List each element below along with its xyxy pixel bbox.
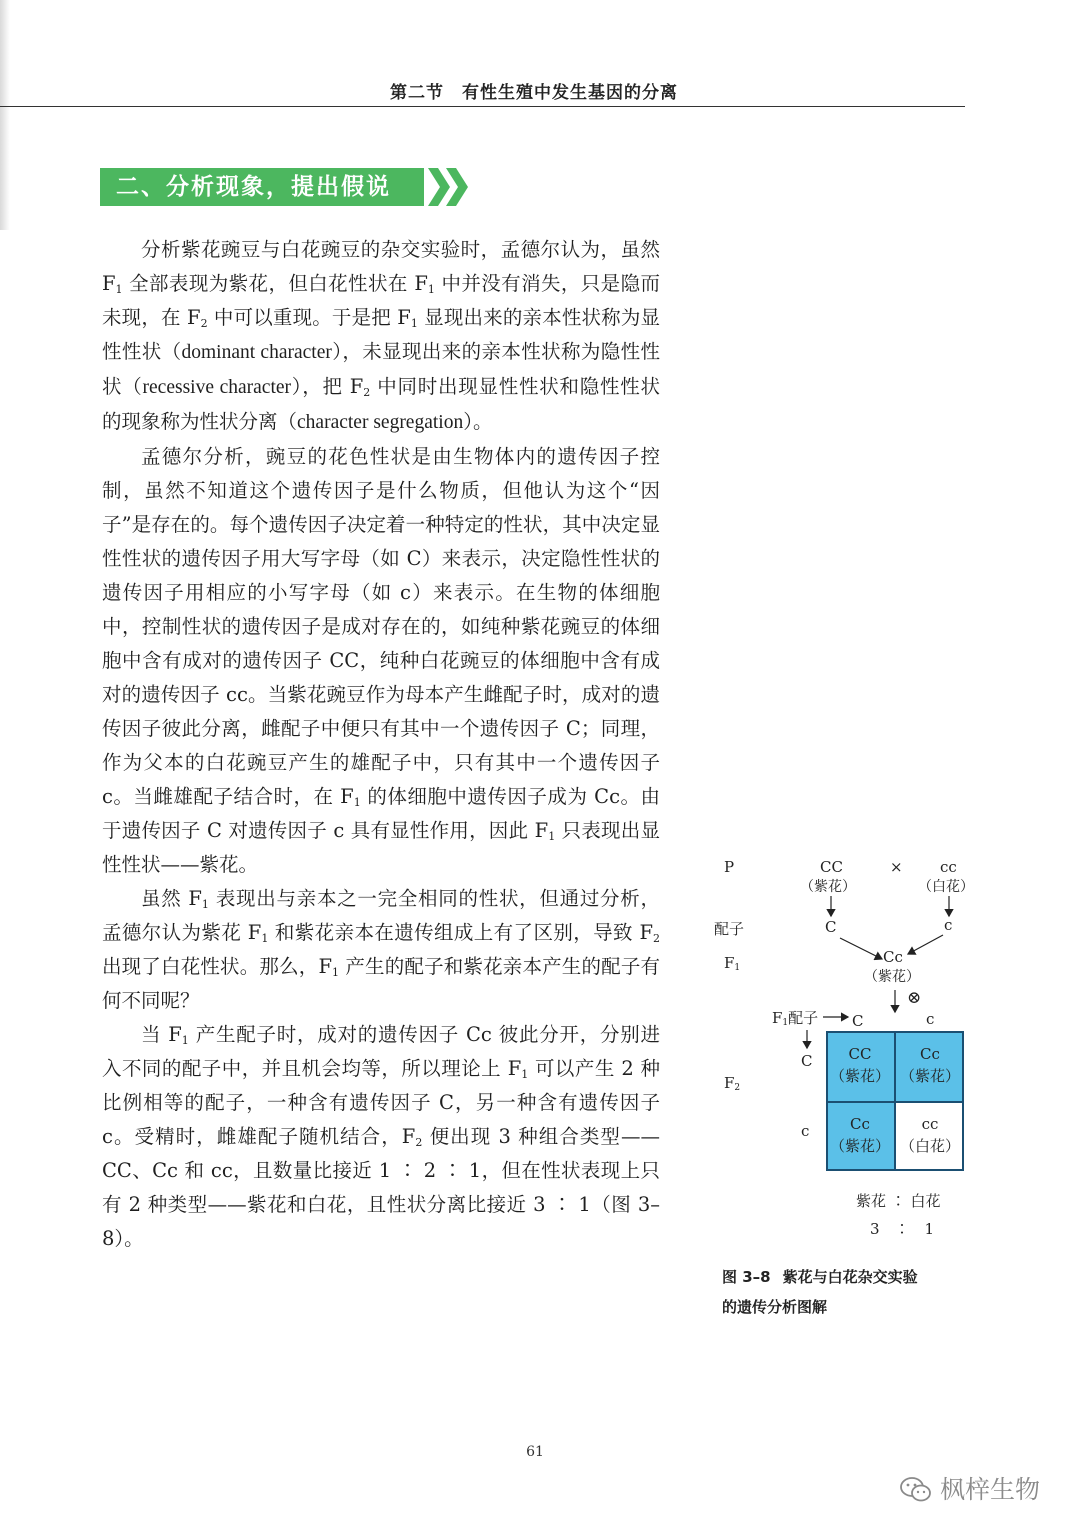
page-number: 61 [526, 1444, 544, 1460]
watermark-text: 枫梓生物 [940, 1475, 1041, 1504]
ratio-labels: 紫花 ∶ 白花 [856, 1192, 941, 1210]
figure-number: 图 3–8 [722, 1268, 771, 1286]
f1-gamete-label: $F_1$配子 [772, 1009, 819, 1028]
punnett-row-header: c [801, 1122, 810, 1140]
punnett-cell [826, 1031, 894, 1101]
double-chevron-icon [428, 168, 472, 206]
punnett-row-header: C [801, 1052, 813, 1070]
punnett-col-header: C [852, 1012, 864, 1030]
caption-line: 图 3–8 紫花与白花杂交实验 [722, 1268, 918, 1286]
paragraph: 孟德尔分析，豌豆的花色性状是由生物体内的遗传因子控制，虽然不知道这个遗传因子是什么物质，但他认为这个“因子”是存在的。每个遗传因子决定着一种特定的性状，其中决定显性性状的遗传因子用大写字母（如 C）来表示，决定隐性性状的遗传因子用相应的小写字母（如 c）来表示。在生物的体细胞中，控制性状的遗传因子是成对存在的，如纯种紫花豌豆的体细胞中含有成对的遗传因子 CC，纯种白花豌豆的体细胞中含有成对的遗传因子 cc。当紫花豌豆作为母本产生雌配子时，成对的遗传因子彼此分离，雌配子中便只有其中一个遗传因子 C；同理，作为父本的白花豌豆产生的雄配子中，只有其中一个遗传因子 c。当雌雄配子结合时，在 $F_1$ 的体细胞中遗传因子成为 Cc。由于遗传因子 C 对遗传因子 c 具有显性作用，因此 $F_1$ 只表现出显性性状——紫花。 [102, 445, 660, 876]
parent-right-genotype: cc [940, 858, 957, 876]
cross-symbol: × [890, 858, 903, 876]
inheritance-diagram [700, 850, 1000, 1250]
punnett-cell [826, 1101, 894, 1171]
caption-line: 的遗传分析图解 [722, 1298, 828, 1316]
row-label-f1: $F_1$ [724, 954, 741, 973]
row-label-p: P [724, 858, 735, 876]
parent-left-phenotype: （紫花） [800, 879, 856, 895]
wechat-icon [900, 1476, 932, 1504]
cell-genotype: CC [848, 1045, 872, 1063]
page-edge-shadow [0, 0, 10, 230]
f1-phenotype: （紫花） [864, 969, 920, 985]
ratio-values: 3 ∶ 1 [870, 1220, 935, 1238]
arrow [840, 938, 882, 959]
cell-phenotype: （白花） [899, 1137, 960, 1155]
gamete-left: C [825, 918, 837, 936]
cell-phenotype: （紫花） [829, 1067, 890, 1085]
arrow [908, 935, 943, 954]
paragraph: 虽然 $F_1$ 表现出与亲本之一完全相同的性状，但通过分析，孟德尔认为紫花 $F_1$ 和紫花亲本在遗传组成上有了区别，导致 $F_2$ 出现了白花性状。那么，$F_1$ 产生的配子和紫花亲本产生的配子有何不同呢？ [102, 887, 661, 1012]
row-label-gamete: 配子 [714, 920, 745, 938]
paragraph: 分析紫花豌豆与白花豌豆的杂交实验时，孟德尔认为，虽然 $F_1$ 全部表现为紫花，但白花性状在 $F_1$ 中并没有消失，只是隐而未现，在 $F_2$ 中可以重现。于是把 $F_1$ 显现出来的亲本性状称为显性性状（dominant character），未显现出来的亲本性状称为隐性性状（recessive character），把 $F_2$ 中同时出现显性性状和隐性性状的现象称为性状分离（character segregation）。 [102, 238, 660, 433]
header-rule [0, 106, 965, 107]
parent-left-genotype: CC [820, 858, 843, 876]
row-label-f2: $F_2$ [724, 1074, 741, 1093]
cell-genotype: cc [921, 1115, 939, 1133]
cell-phenotype: （紫花） [829, 1137, 890, 1155]
figure-caption [722, 1262, 982, 1322]
punnett-cell [896, 1031, 964, 1101]
cell-genotype: Cc [920, 1045, 940, 1063]
gamete-right: c [944, 916, 953, 934]
parent-right-phenotype: （白花） [918, 879, 974, 895]
cell-phenotype: （紫花） [899, 1067, 960, 1085]
section-title: 二、分析现象，提出假说 [100, 168, 424, 206]
paragraph: 当 $F_1$ 产生配子时，成对的遗传因子 Cc 彼此分开，分别进入不同的配子中，并且机会均等，所以理论上 $F_1$ 可以产生 2 种比例相等的配子，一种含有遗传因子 C，另一种含有遗传因子 c。受精时，雌雄配子随机结合，$F_2$ 便出现 3 种组合类型——CC、Cc 和 cc，且数量比接近 1 ∶ 2 ∶ 1，但在性状表现上只有 2 种类型——紫花和白花，且性状分离比接近 3 ∶ 1（图 3–8）。 [102, 1023, 661, 1250]
selfing-symbol-icon: ⊗ [907, 988, 922, 1008]
cell-genotype: Cc [850, 1115, 870, 1133]
punnett-cell [896, 1101, 964, 1171]
f1-genotype: Cc [883, 948, 903, 966]
body-text [102, 233, 660, 1256]
running-head: 第二节 有性生殖中发生基因的分离 [390, 83, 678, 103]
punnett-divider [826, 1101, 964, 1103]
punnett-col-header: c [926, 1010, 935, 1028]
